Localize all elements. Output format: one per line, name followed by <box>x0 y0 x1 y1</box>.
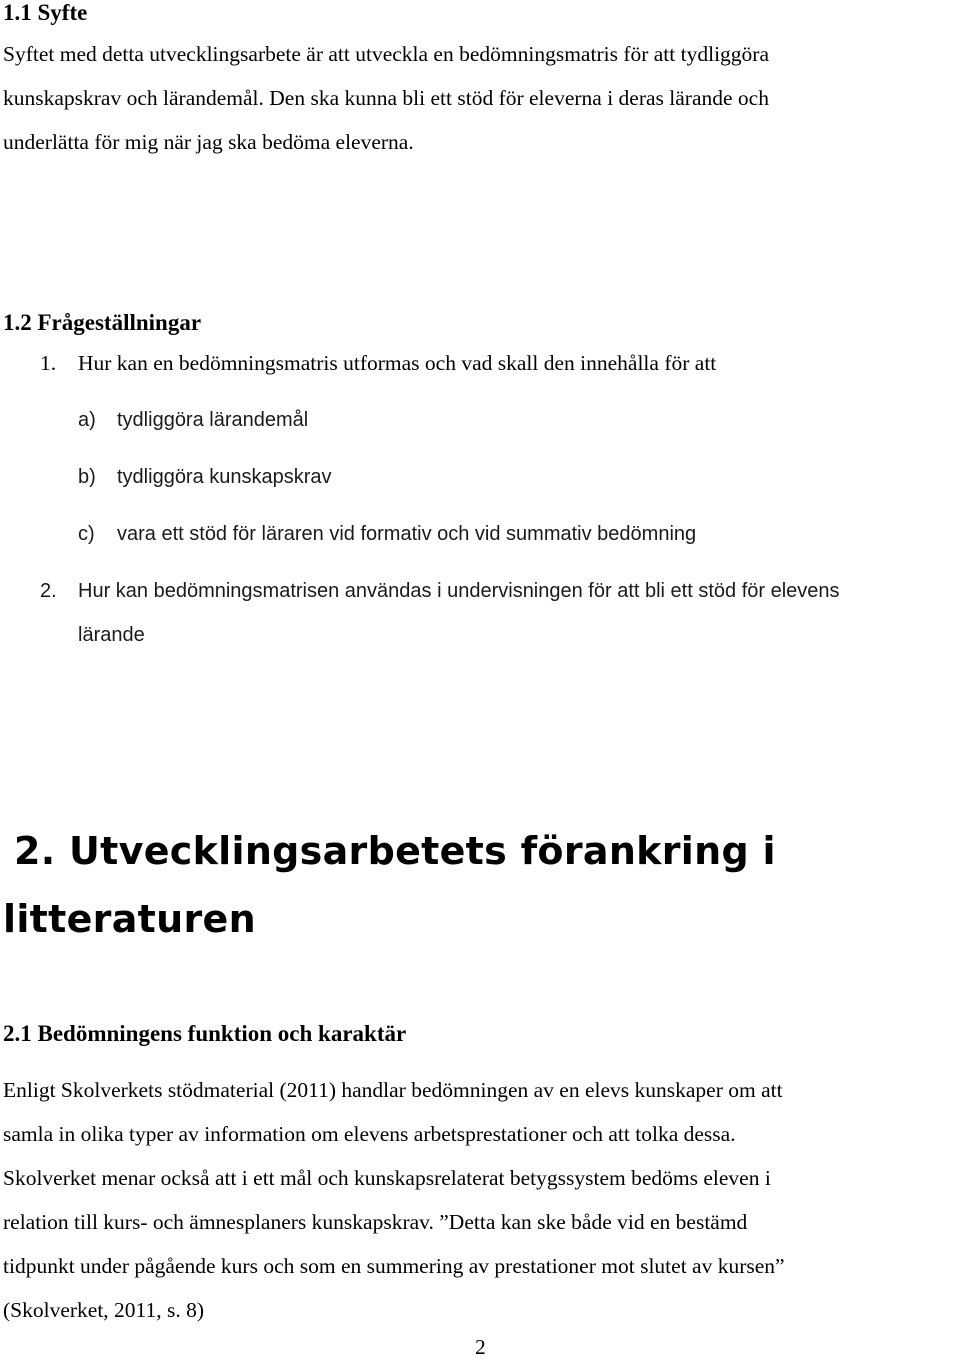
question-2-text-line-1: Hur kan bedömningsmatrisen användas i undervisningen för att bli ett stöd för elevens <box>78 580 840 602</box>
subitem-a-label: a) <box>78 409 96 431</box>
section-1-1-line-3: underlätta för mig när jag ska bedöma eleverna. <box>3 130 414 154</box>
subitem-b-label: b) <box>78 466 96 488</box>
section-2-1-line-2: samla in olika typer av information om elevens arbetsprestationer och att tolka dessa. <box>3 1122 736 1146</box>
section-2-1-line-5: tidpunkt under pågående kurs och som en summering av prestationer mot slutet av kursen” <box>3 1254 785 1278</box>
question-1-text: Hur kan en bedömningsmatris utformas och vad skall den innehålla för att <box>78 351 717 375</box>
chapter-2-heading-line-2: litteraturen <box>3 897 256 941</box>
question-2-text-line-2: lärande <box>78 624 145 646</box>
section-1-1-heading: 1.1 Syfte <box>3 0 88 25</box>
section-1-1-line-2: kunskapskrav och lärandemål. Den ska kunna bli ett stöd för eleverna i deras lärande och <box>3 86 769 110</box>
section-2-1-line-6: (Skolverket, 2011, s. 8) <box>3 1298 205 1322</box>
page-number: 2 <box>475 1335 486 1359</box>
section-1-2-heading: 1.2 Frågeställningar <box>3 310 202 335</box>
section-2-1-heading: 2.1 Bedömningens funktion och karaktär <box>3 1021 407 1046</box>
section-2-1-line-3: Skolverket menar också att i ett mål och kunskapsrelaterat betygssystem bedöms eleven i <box>3 1166 771 1190</box>
section-1-1-line-1: Syftet med detta utvecklingsarbete är att utveckla en bedömningsmatris för att tydliggöra <box>3 42 770 66</box>
chapter-2-heading-line-1: 2. Utvecklingsarbetets förankring i <box>14 829 776 873</box>
subitem-c-text: vara ett stöd för läraren vid formativ och vid summativ bedömning <box>117 523 697 545</box>
section-2-1-line-1: Enligt Skolverkets stödmaterial (2011) handlar bedömningen av en elevs kunskaper om att <box>3 1078 783 1102</box>
question-2-number: 2. <box>40 580 57 602</box>
subitem-a-text: tydliggöra lärandemål <box>117 409 309 431</box>
subitem-c-label: c) <box>78 523 95 545</box>
question-1-number: 1. <box>40 351 57 375</box>
section-2-1-line-4: relation till kurs- och ämnesplaners kunskapskrav. ”Detta kan ske både vid en bestämd <box>3 1210 748 1234</box>
subitem-b-text: tydliggöra kunskapskrav <box>117 466 332 488</box>
